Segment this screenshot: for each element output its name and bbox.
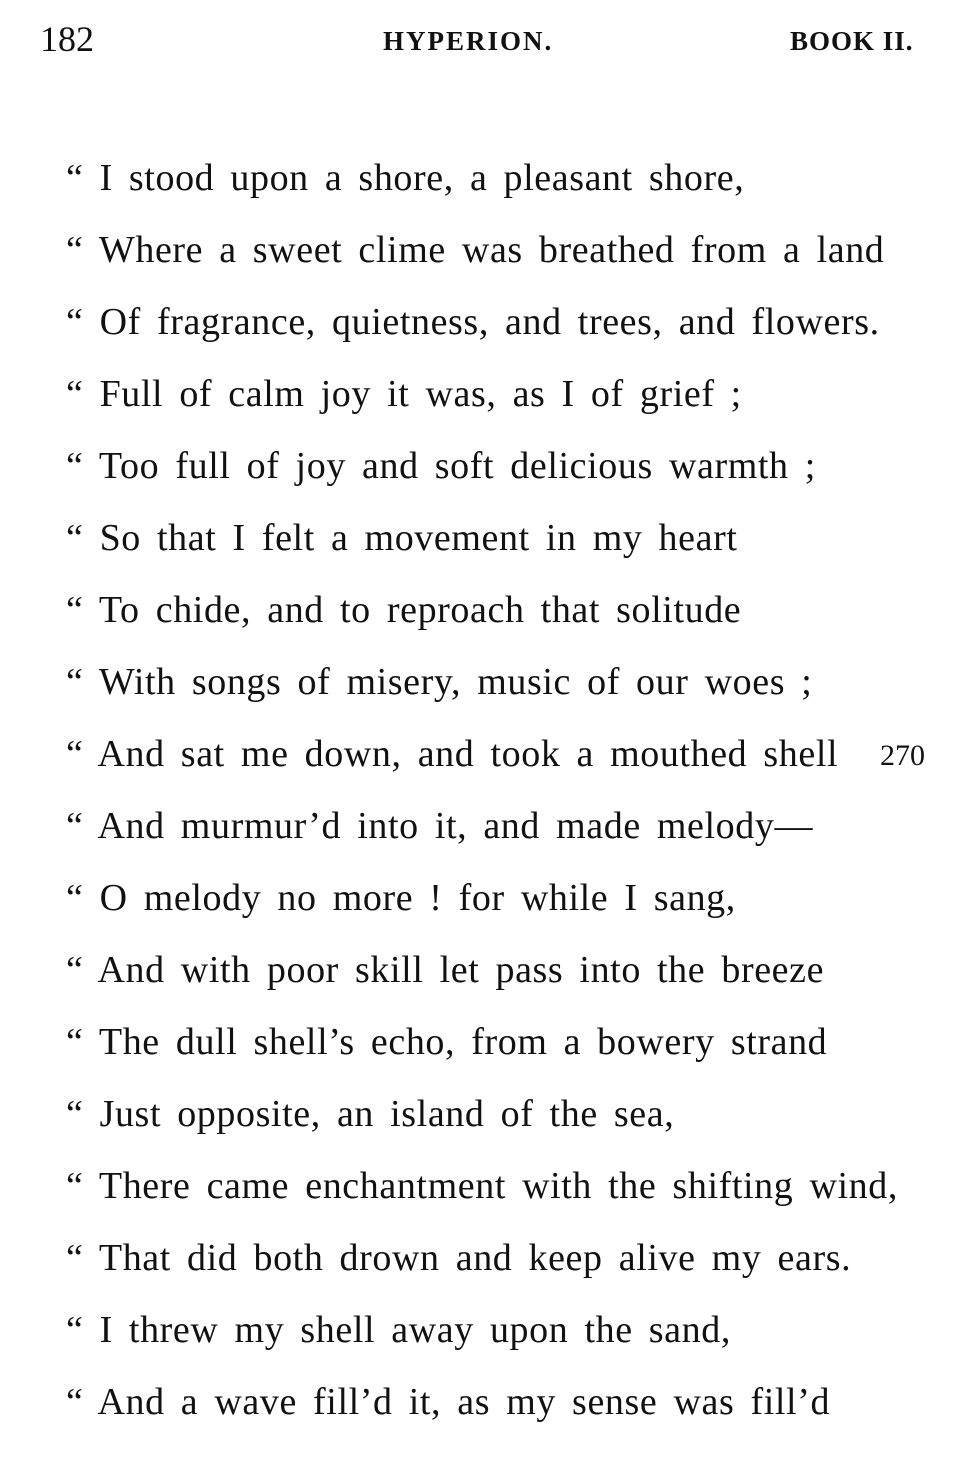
poem-line-text: “ To chide, and to reproach that solitude [66,589,742,631]
poem-line-text: “ And sat me down, and took a mouthed shell [66,733,839,775]
line-number: 270 [880,739,925,772]
poem-line-text: “ And murmur’d into it, and made melody— [66,805,814,847]
poem-line [66,798,966,870]
poem-line [66,870,966,942]
poem-line-text: “ I stood upon a shore, a pleasant shore, [66,157,745,199]
poem-line [66,1230,966,1302]
poem-line [66,1302,966,1374]
poem-line-text: “ With songs of misery, music of our woes ; [66,661,813,703]
poem-line [66,366,966,438]
poem-line [66,222,966,294]
poem-line-text: “ I threw my shell away upon the sand, [66,1309,731,1351]
poem-line-text: “ There came enchantment with the shifting wind, [66,1165,898,1207]
poem-line [66,1014,966,1086]
poem-body [66,150,966,1446]
poem-line [66,510,966,582]
poem-line-text: “ That did both drown and keep alive my ears. [66,1237,852,1279]
poem-line-text: “ Just opposite, an island of the sea, [66,1093,675,1135]
poem-line [66,150,966,222]
poem-line [66,942,966,1014]
poem-line-text: “ And a wave fill’d it, as my sense was fill’d [66,1381,831,1423]
poem-line-text: “ The dull shell’s echo, from a bowery strand [66,1021,828,1063]
page-number: 182 [40,19,94,59]
poem-line-text: “ Too full of joy and soft delicious warmth ; [66,445,816,487]
poem-line [66,582,966,654]
book-label: BOOK II. [790,26,914,56]
poem-line [66,1086,966,1158]
poem-line-text: “ Full of calm joy it was, as I of grief ; [66,373,742,415]
poem-line [66,1374,966,1446]
poem-line [66,726,966,798]
poem-line-text: “ Of fragrance, quietness, and trees, and flowers. [66,301,880,343]
poem-line [66,438,966,510]
poem-line [66,294,966,366]
poem-line-text: “ Where a sweet clime was breathed from a land [66,229,885,271]
poem-line [66,1158,966,1230]
poem-line-text: “ So that I felt a movement in my heart [66,517,738,559]
running-title: HYPERION. [383,26,554,56]
poem-line-text: “ And with poor skill let pass into the breeze [66,949,825,991]
poem-line-text: “ O melody no more ! for while I sang, [66,877,736,919]
poem-line [66,654,966,726]
